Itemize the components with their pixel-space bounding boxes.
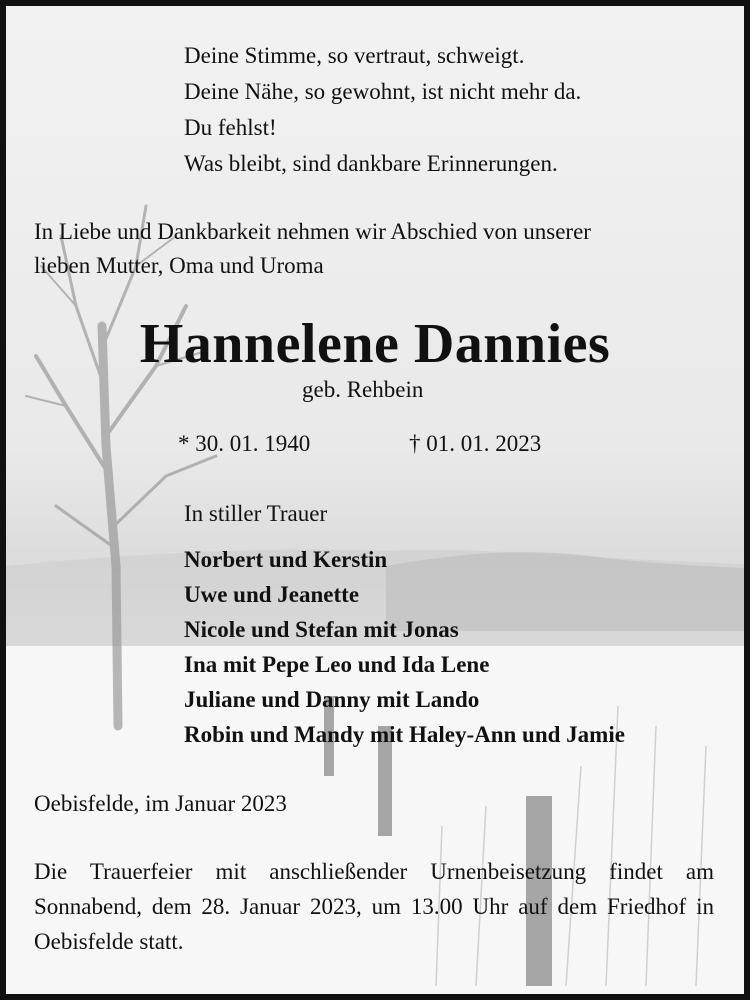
poem-line-2: Deine Nähe, so gewohnt, ist nicht mehr da. <box>184 79 582 104</box>
mourner-1: Norbert und Kerstin <box>184 547 388 572</box>
death-date: † 01. 01. 2023 <box>409 431 542 456</box>
intro-line-1: In Liebe und Dankbarkeit nehmen wir Abschied von unserer <box>34 219 591 244</box>
mourner-4: Ina mit Pepe Leo und Ida Lene <box>184 652 490 677</box>
funeral-info: Die Trauerfeier mit anschließender Urnenbeisetzung findet am Sonnabend, dem 28. Januar 2023, um 13.00 Uhr auf dem Friedhof in Oebisfelde statt. <box>34 859 714 954</box>
poem-line-4: Was bleibt, sind dankbare Erinnerungen. <box>184 151 558 176</box>
mourner-3: Nicole und Stefan mit Jonas <box>184 617 459 642</box>
mourner-5: Juliane und Danny mit Lando <box>184 687 480 712</box>
poem-line-1: Deine Stimme, so vertraut, schweigt. <box>184 43 525 68</box>
poem-line-3: Du fehlst! <box>184 115 277 140</box>
mourning-label: In stiller Trauer <box>184 501 328 526</box>
mourner-2: Uwe und Jeanette <box>184 582 360 607</box>
deceased-name: Hannelene Dannies <box>139 313 611 375</box>
birth-name: geb. Rehbein <box>302 377 424 402</box>
birth-date: * 30. 01. 1940 <box>178 431 311 456</box>
intro-line-2: lieben Mutter, Oma und Uroma <box>34 253 324 278</box>
notice-content <box>6 6 744 994</box>
place-date: Oebisfelde, im Januar 2023 <box>34 791 287 816</box>
mourner-6: Robin und Mandy mit Haley-Ann und Jamie <box>184 722 625 747</box>
